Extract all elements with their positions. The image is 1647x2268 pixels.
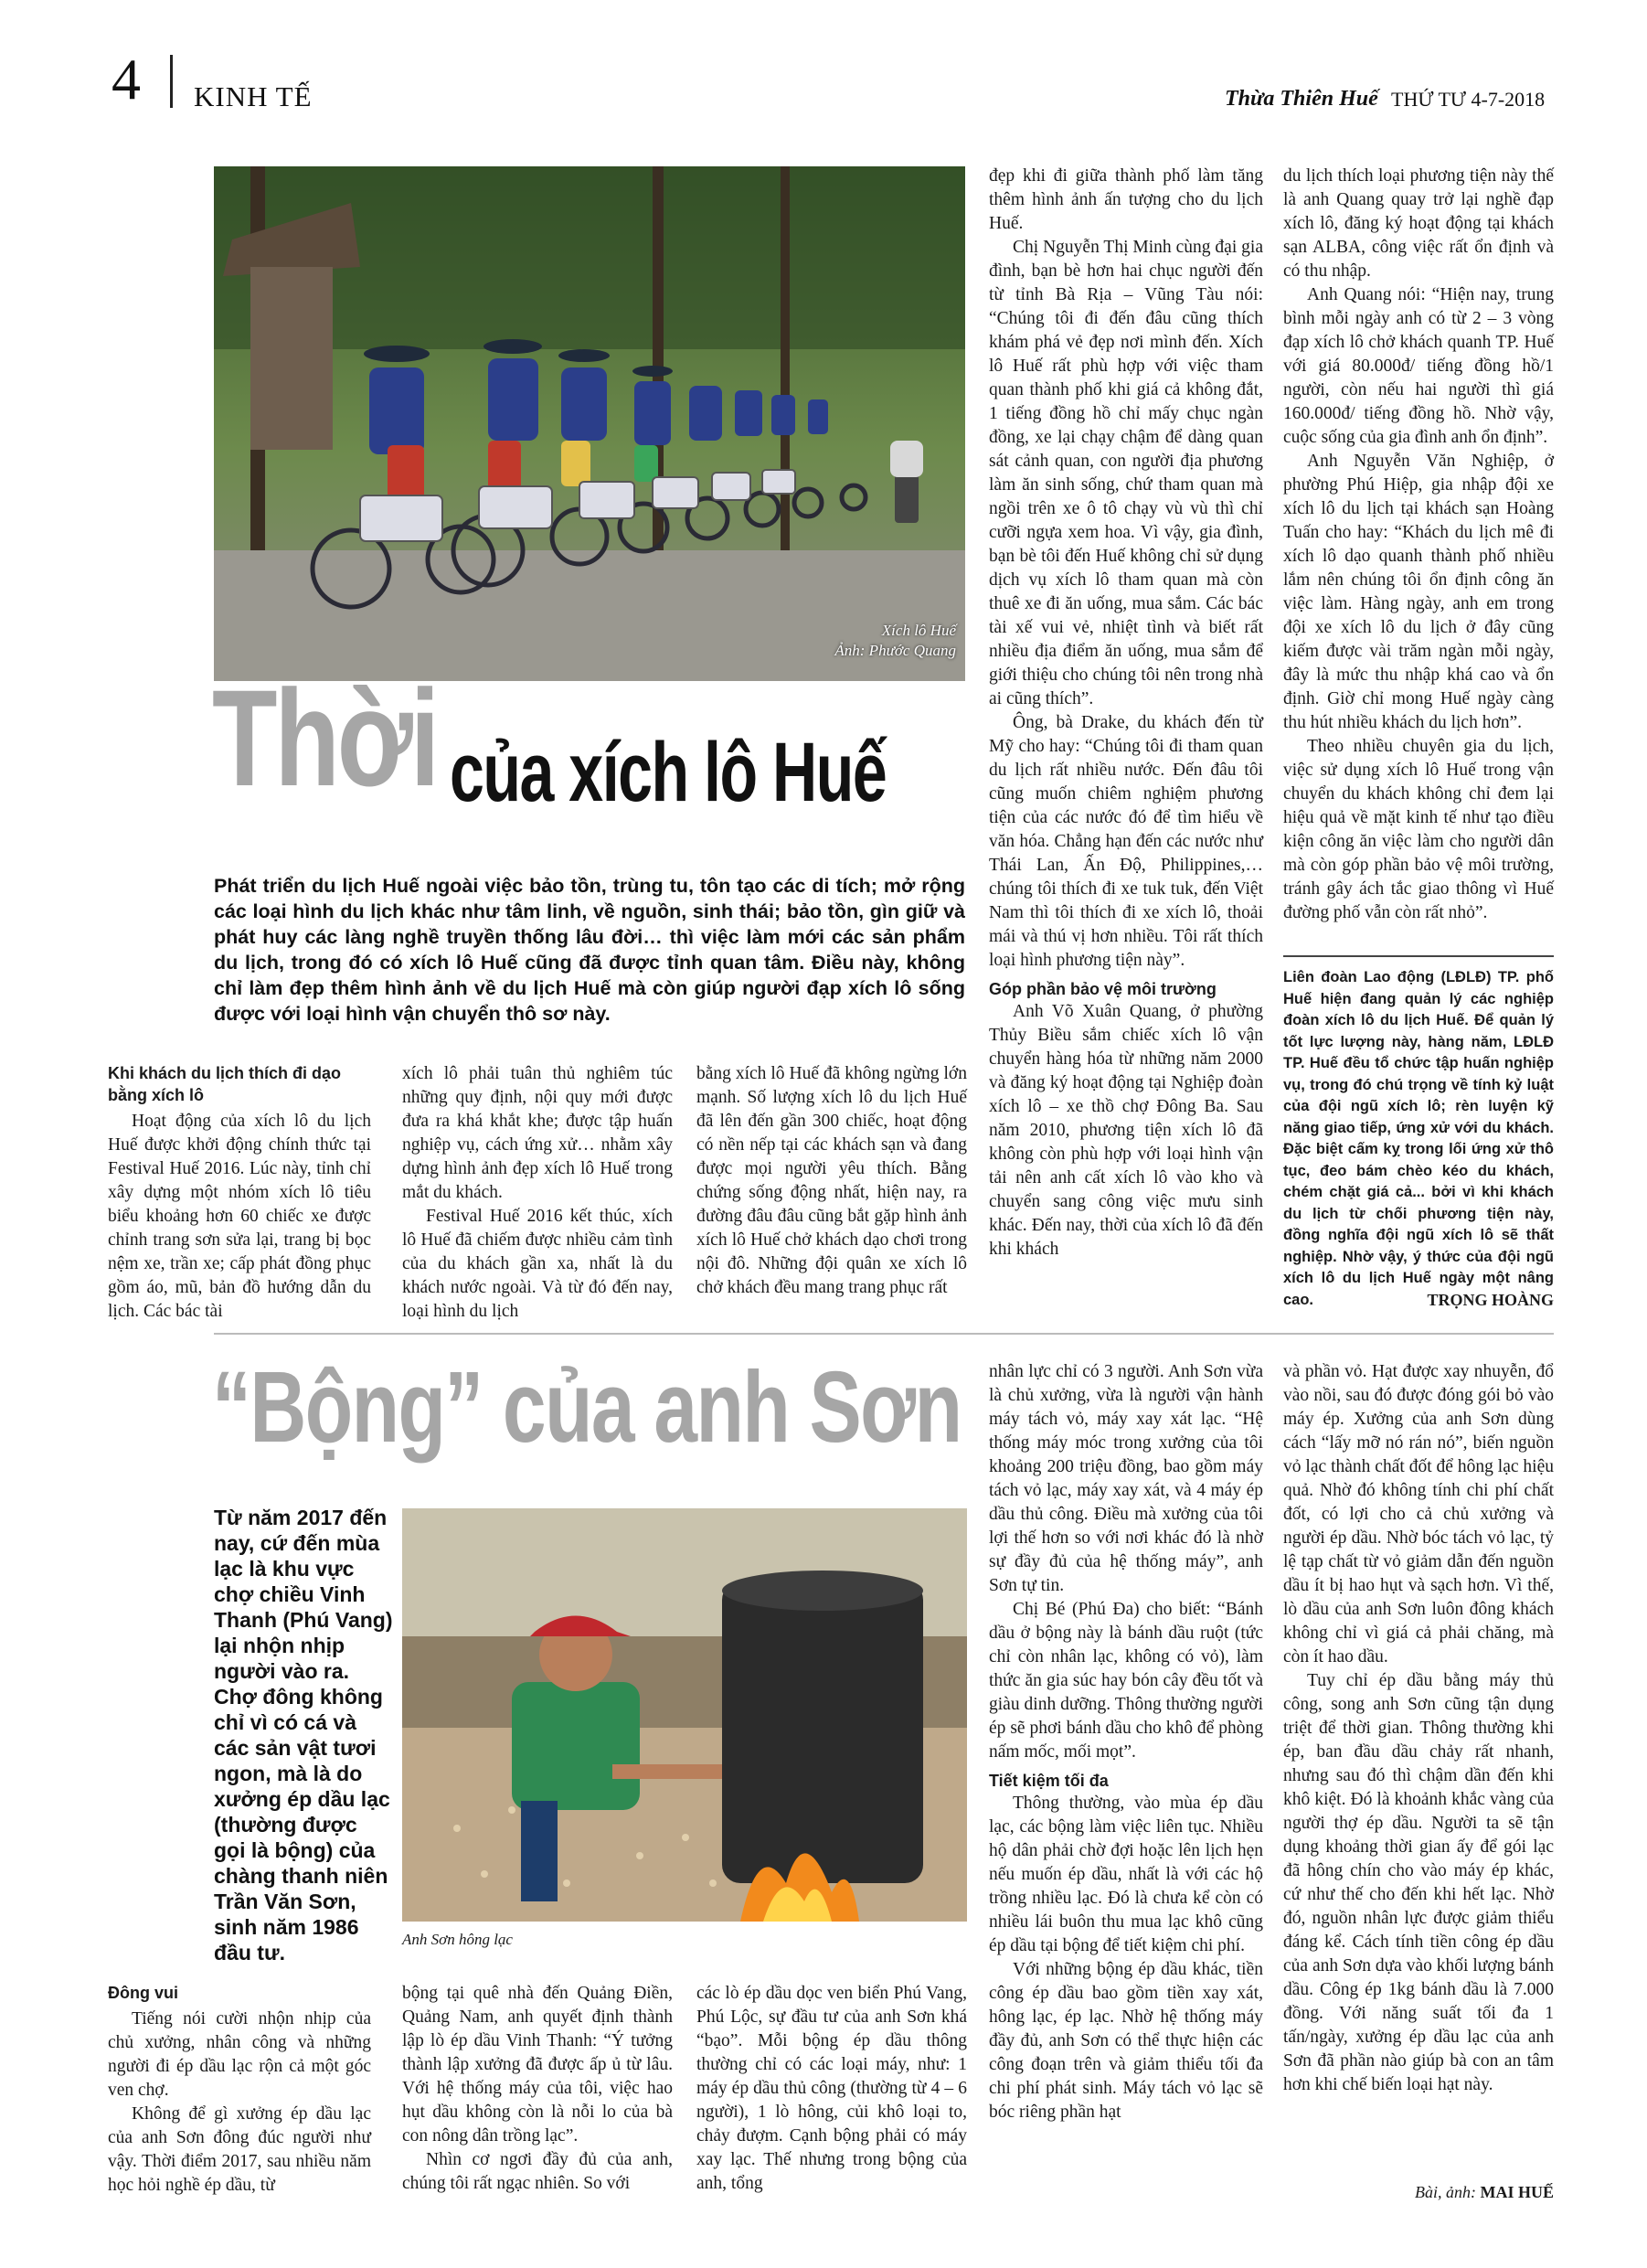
- paragraph: Anh Nguyễn Văn Nghiệp, ở phường Phú Hiệp, gia nhập đội xe xích lô du lịch tại khách sạn Hoàng Tuấn cho hay: “Khách du lịch mê đi xích lô dạo quanh thành phố nhiều lắm nên chúng tôi ổn định công ăn việc làm. Hàng ngày, anh em trong đội xe xích lô du lịch ở đây cũng kiếm được vài trăm ngàn mỗi ngày, đây là mức thu nhập khá cao và ổn định. Giờ chỉ mong Huế ngày càng thu hút nhiều khách du lịch hơn”.: [1283, 452, 1554, 732]
- article1-col1: [108, 1062, 371, 1324]
- photo2-caption: Anh Sơn hông lạc: [402, 1931, 513, 1948]
- subheading: Đông vui: [108, 1984, 178, 2002]
- paragraph: Nhìn cơ ngơi đầy đủ của anh, chúng tôi rất ngạc nhiên. So với: [402, 2150, 673, 2193]
- article2-col5: [1283, 1360, 1554, 2097]
- paper-name: Thừa Thiên Huế: [1225, 87, 1378, 111]
- paragraph: Tiếng nói cười nhộn nhịp của chủ xưởng, nhân công và những người đi ép dầu lạc rộn cả một góc ven chợ.: [108, 2009, 371, 2100]
- byline-prefix: Bài, ảnh:: [1415, 2183, 1476, 2201]
- paragraph: Chị Nguyễn Thị Minh cùng đại gia đình, bạn bè hơn hai chục người đến từ tỉnh Bà Rịa – Vũng Tàu nói: “Chúng tôi đi đến đâu cũng thích khám phá vẻ đẹp nơi mình đến. Xích lô Huế rất phù hợp với việc tham quan thành phố khi giá cả không đắt, 1 tiếng đồng hồ chỉ mấy chục ngàn đồng, xe lại chạy chậm để dàng quan sát cảnh quan, con người địa phương làm ăn sinh sống, chứ tham quan mà ngồi trên xe ô tô chạy vù vù thì chỉ cưỡi ngựa xem hoa. Vì vậy, gia đình, bạn bè tôi đến Huế không chỉ sử dụng dịch vụ xích lô tham quan mà còn thuê xe đi ăn uống, mua sắm. Các bác tài xế vui vẻ, nhiệt tình và biết rất nhiều địa điểm ăn uống, mua sắm để giới thiệu cho chúng tôi nên trong nhà ai cũng thích”.: [989, 238, 1263, 708]
- paragraph: Ông, bà Drake, du khách đến từ Mỹ cho hay: “Chúng tôi đi tham quan du lịch rất nhiều nước. Đến đâu tôi cũng muốn chiêm nghiệm phương tiện của các nước đó để tìm hiểu về văn hóa. Chẳng hạn đến các nước như Thái Lan, Ấn Độ, Philippines,… chúng tôi thích đi xe tuk tuk, đến Việt Nam thì tôi thích đi xe xích lô, thoải mái và thú vị hơn nhiều. Tôi rất thích loại hình phương tiện này”.: [989, 713, 1263, 970]
- paragraph: Theo nhiều chuyên gia du lịch, việc sử dụng xích lô Huế trong vận chuyển du khách không chỉ đem lại hiệu quả về mặt kinh tế như tạo điều kiện công ăn việc làm cho người dân mà còn góp phần bảo vệ môi trường, tránh gây ách tắc giao thông vì Huế đường phố vẫn còn rất nhỏ”.: [1283, 737, 1554, 922]
- paragraph: đẹp khi đi giữa thành phố làm tăng thêm hình ảnh ấn tượng cho du lịch Huế.: [989, 166, 1263, 233]
- info-box: Liên đoàn Lao động (LĐLĐ) TP. phố Huế hiện đang quản lý các nghiệp đoàn xích lô du lịch Huế. Để quản lý tốt lực lượng này, hàng năm, LĐLĐ TP. Huế đều tổ chức tập huấn nghiệp vụ, trong đó chú trọng về tính kỷ luật của đội ngũ xích lô; rèn luyện kỹ năng giao tiếp, ứng xử với du khách. Đặc biệt cấm kỵ trong lối ứng xử thô tục, đeo bám chèo kéo du khách, chém chặt giá cả... bởi vì khi khách du lịch từ chối phương tiện này, đồng nghĩa đội ngũ xích lô sẽ thất nghiệp. Nhờ vậy, ý thức của đội ngũ xích lô du lịch Huế ngày một nâng cao.: [1283, 969, 1554, 1308]
- issue-date: THỨ TƯ 4-7-2018: [1391, 88, 1546, 111]
- article2-lead: Từ năm 2017 đến nay, cứ đến mùa lạc là khu vực chợ chiều Vinh Thanh (Phú Vang) lại nhộn nhịp người vào ra. Chợ đông không chỉ vì có cá và các sản vật tươi ngon, mà là do xưởng ép dầu lạc (thường được gọi là bộng) của chàng thanh niên Trần Văn Sơn, sinh năm 1986 đầu tư.: [214, 1506, 393, 1965]
- page-number: 4: [112, 47, 141, 112]
- paragraph: Festival Huế 2016 kết thúc, xích lô Huế đã chiếm được nhiều cảm tình của du khách gần xa, nhất là du khách nước ngoài. Và từ đó đến nay, loại hình du lịch: [402, 1207, 673, 1321]
- article1-col4: [989, 165, 1263, 1262]
- header-divider: [170, 55, 173, 108]
- subheading: Góp phần bảo vệ môi trường: [989, 980, 1217, 998]
- section-name: KINH TẾ: [194, 80, 313, 112]
- box-divider: [1283, 955, 1554, 957]
- author-name: TRỌNG HOÀNG: [1427, 1291, 1554, 1309]
- photo-credit: Ảnh: Phước Quang: [834, 642, 956, 659]
- page-header: [0, 0, 1647, 128]
- paragraph: xích lô phải tuân thủ nghiêm túc những quy định, nội quy mới được đưa ra khá khắt khe; được tập huấn nghiệp vụ, cách ứng xử… nhằm xây dựng hình ảnh đẹp xích lô Huế trong mắt du khách.: [402, 1064, 673, 1202]
- article2-col3: [696, 1982, 967, 2196]
- paragraph: Chị Bé (Phú Đa) cho biết: “Bánh dầu ở bộng này là bánh dầu ruột (tức chỉ còn nhân lạc, không có vỏ), làm thức ăn gia súc hay bón cây đều tốt và giàu dinh dưỡng. Thông thường người ép sẽ phơi bánh dầu cho khô để phòng nấm mốc, mối mọt”.: [989, 1600, 1263, 1762]
- cyclo-photo: [214, 166, 965, 681]
- paragraph: và phần vỏ. Hạt được xay nhuyễn, đổ vào nồi, sau đó được đóng gói bỏ vào máy ép. Xưởng của anh Sơn dùng cách “lấy mỡ nó rán nó”, biến nguồn vỏ lạc thành chất đốt để hông lạc hiệu quả. Nhờ đó không tính chi phí chất đốt, có lợi cho cả chủ xưởng và người ép dầu. Nhờ bóc tách vỏ lạc, tỷ lệ tạp chất từ vỏ giảm dẫn đến nguồn dầu ít bị hao hụt và sạch hơn. Vì thế, lò dầu của anh Sơn luôn đông khách không chỉ vì giá cả phải chăng, mà còn ít hao dầu.: [1283, 1362, 1554, 1666]
- article2-col2: [402, 1982, 673, 2196]
- paragraph: Anh Quang nói: “Hiện nay, trung bình mỗi ngày anh có từ 2 – 3 vòng đạp xích lô chở khách quanh TP. Huế với giá 80.000đ/ tiếng đồng hồ/1 người, còn nếu hai người thì giá 160.000đ/ tiếng đồng hồ. Nhờ vậy, cuộc sống của gia đình anh ổn định”.: [1283, 285, 1554, 447]
- paragraph: Hoạt động của xích lô du lịch Huế được khởi động chính thức tại Festival Huế 2016. Lúc này, tỉnh chỉ xây dựng một nhóm xích lô tiêu biểu khoảng hơn 60 chiếc xe được chỉnh trang sơn sửa lại, trang bị bọc nệm xe, trần xe; cấp phát đồng phục gồm áo, mũ, bản đồ hướng dẫn du lịch. Các bác tài: [108, 1112, 371, 1321]
- subheading: Khi khách du lịch thích đi dạo bằng xích lô: [108, 1064, 342, 1104]
- article2-col4: [989, 1360, 1263, 2124]
- paragraph: bộng tại quê nhà đến Quảng Điền, Quảng Nam, anh quyết định thành lập lò ép dầu Vinh Thanh: “Ý tưởng thành lập xưởng đã được ấp ủ từ lâu. Với hệ thống máy của tôi, việc hao hụt dầu không còn là nỗi lo của bà con nông dân trồng lạc”.: [402, 1984, 673, 2146]
- peanut-roasting-photo-image: [402, 1508, 967, 1922]
- cyclo-photo-image: [214, 166, 965, 681]
- headline-big-word: Thời: [212, 661, 438, 815]
- peanut-roasting-photo: [402, 1508, 967, 1922]
- paragraph: du lịch thích loại phương tiện này thế là anh Quang quay trở lại nghề đạp xích lô, đăng ký hoạt động tại khách sạn ALBA, công việc rất ổn định và có thu nhập.: [1283, 166, 1554, 281]
- byline-author: MAI HUẾ: [1480, 2183, 1554, 2201]
- paragraph: bằng xích lô Huế đã không ngừng lớn mạnh. Số lượng xích lô du lịch Huế đã lên đến gần 300 chiếc, hoạt động có nền nếp tại các khách sạn và đang được mọi người yêu thích. Bằng chứng sống động nhất, hiện nay, ra đường đâu đâu cũng bắt gặp hình ảnh xích lô Huế chở khách dạo chơi trong nội đô. Những đội quân xe xích lô chở khách đều mang trang phục rất: [696, 1064, 967, 1297]
- paragraph: Không để gì xưởng ép dầu lạc của anh Sơn đông đúc người như vậy. Thời điểm 2017, sau nhiều năm học hỏi nghề ép dầu, từ: [108, 2104, 371, 2195]
- article2-headline: “Bộng” của anh Sơn: [212, 1351, 962, 1464]
- subheading: Tiết kiệm tối đa: [989, 1772, 1109, 1790]
- article1-col5: [1283, 165, 1554, 925]
- article1-col3: [696, 1062, 967, 1300]
- paragraph: các lò ép dầu dọc ven biển Phú Vang, Phú Lộc, sự đầu tư của anh Sơn khá “bạo”. Mỗi bộng ép dầu thông thường chỉ có các loại máy, như: 1 máy ép dầu thủ công (thường từ 4 – 6 người), 1 lò hông, củi khô loại to, chảy đượm. Cạnh bộng phải có máy xay lạc. Thế nhưng trong bộng của anh, tổng: [696, 1984, 967, 2193]
- paragraph: Thông thường, vào mùa ép dầu lạc, các bộng làm việc liên tục. Nhiều hộ dân phải chờ đợi hoặc lên lịch hẹn nếu muốn ép dầu, nhất là với các hộ trồng nhiều lạc. Đó là chưa kể còn có nhiều lái buôn thu mua lạc khô cũng ép dầu tại bộng để tiết kiệm chi phí.: [989, 1794, 1263, 1955]
- article-lead: Phát triển du lịch Huế ngoài việc bảo tồn, trùng tu, tôn tạo các di tích; mở rộng các loại hình du lịch khác như tâm linh, về nguồn, sinh thái; bảo tồn, gìn giữ và phát huy các làng nghề truyền thống lâu đời… thì việc làm mới các sản phẩm du lịch, trong đó có xích lô Huế cũng đã được tỉnh quan tâm. Điều này, không chỉ làm đẹp thêm hình ảnh về du lịch Huế mà còn giúp người đạp xích lô sống được với loại hình vận chuyển thô sơ này.: [214, 875, 965, 1025]
- article2-byline: [1415, 2183, 1554, 2202]
- paragraph: Với những bộng ép dầu khác, tiền công ép dầu bao gồm tiền xay xát, hông lạc, ép lạc. Nhờ hệ thống máy đầy đủ, anh Sơn có thể thực hiện các công đoạn trên và giảm thiểu tối đa chi phí phát sinh. Máy tách vỏ lạc sẽ bóc riêng phần hạt: [989, 1960, 1263, 2122]
- photo-caption: Xích lô Huế: [881, 622, 956, 639]
- paragraph: Tuy chỉ ép dầu bằng máy thủ công, song anh Sơn cũng tận dụng triệt để thời gian. Thông thường khi ép, ban đầu dầu chảy rất nhanh, nhưng sau đó thì chậm dần đến khi khô kiệt. Đó là khoảnh khắc vàng của người thợ ép dầu. Người ta sẽ tận dụng khoảng thời gian ấy để gói lạc đã hông chín cho vào máy ép khác, cứ như thế cho đến khi hết lạc. Nhờ đó, nguồn nhân lực được giảm thiểu đáng kể. Cách tính tiền công ép dầu của anh Sơn dựa vào khối lượng bánh dầu. Công ép 1kg bánh dầu là 7.000 đồng. Với năng suất tối đa 1 tấn/ngày, xưởng ép dầu lạc của anh Sơn đã phần nào giúp bà con an tâm hơn khi chế biến loại hạt này.: [1283, 1671, 1554, 2094]
- paragraph: Anh Võ Xuân Quang, ở phường Thủy Biều sắm chiếc xích lô vận chuyển hàng hóa từ những năm 2000 và đăng ký hoạt động tại Nghiệp đoàn xích lô – xe thồ chợ Đông Ba. Sau năm 2010, phương tiện xích lô đã không còn phù hợp với loại hình vận tải nên anh cất xích lô vào kho và chuyển sang công việc mưu sinh khác. Đến nay, thời của xích lô đã đến khi khách: [989, 1002, 1263, 1259]
- article1-col2: [402, 1062, 673, 1324]
- headline-rest: của xích lô Huế: [450, 726, 887, 819]
- paragraph: nhân lực chỉ có 3 người. Anh Sơn vừa là chủ xưởng, vừa là người vận hành máy tách vỏ, máy xay xát lạc. “Hệ thống máy móc trong xưởng của tôi khoảng 200 triệu đồng, bao gồm máy tách vỏ lạc, máy xay xát, và 4 máy ép dầu thủ công. Điều mà xưởng của tôi lợi thế hơn so với nơi khác đó là nhờ sự đầy đủ của hệ thống máy”, anh Sơn tự tin.: [989, 1362, 1263, 1595]
- article-separator: [214, 1333, 1554, 1335]
- article2-col1: [108, 1982, 371, 2198]
